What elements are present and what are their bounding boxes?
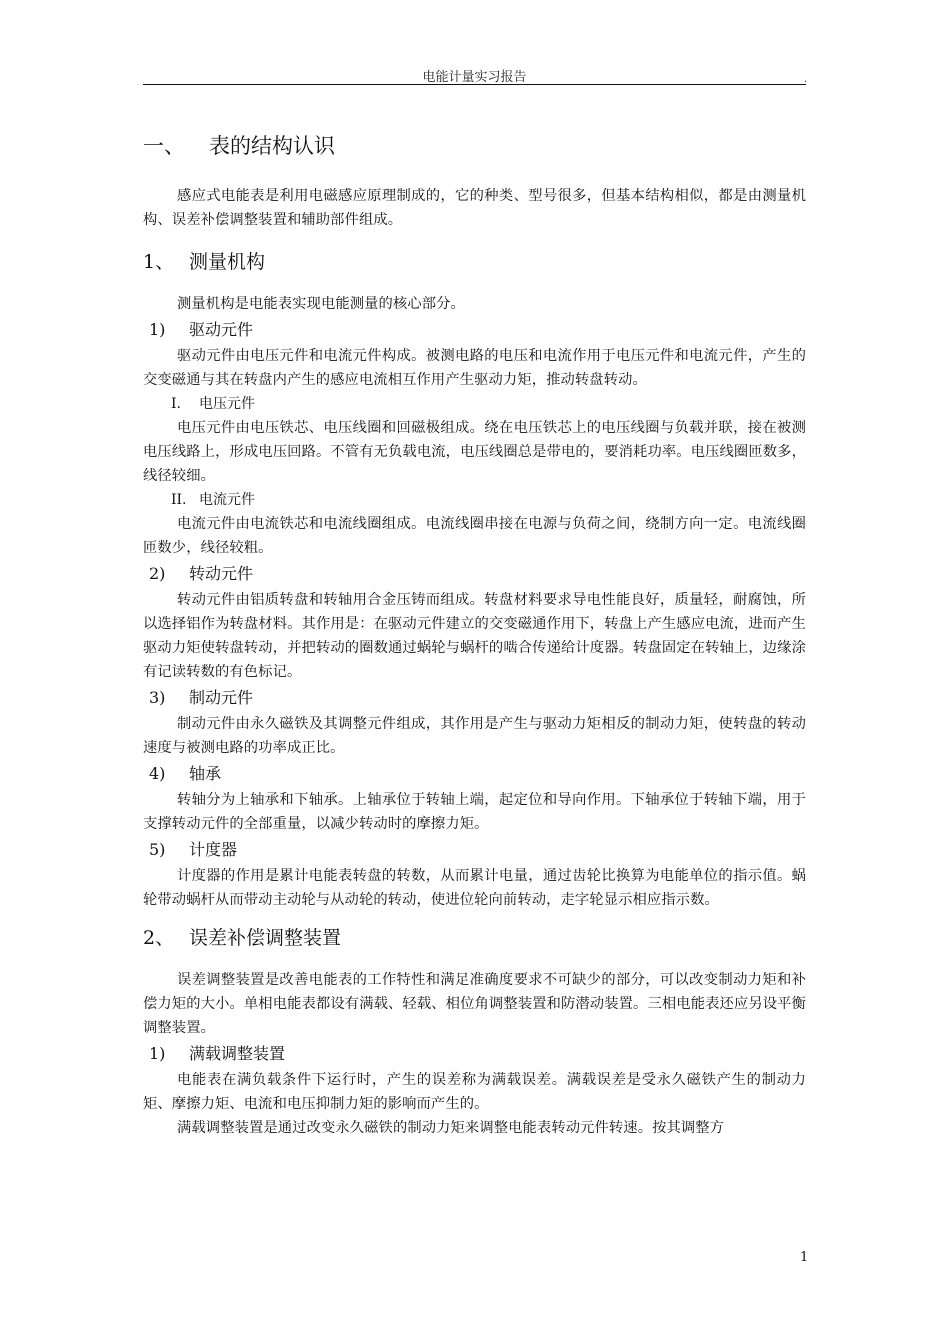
subitem-heading-current <box>143 488 806 512</box>
item-number: 1) <box>149 320 166 339</box>
subitem-number: II. <box>171 492 187 508</box>
item-number: 3) <box>149 688 166 707</box>
paragraph-full-load-adjust: 满载调整装置是通过改变永久磁铁的制动力矩来调整电能表转动元件转速。按其调整方 <box>177 1120 725 1136</box>
item-text-braking: 制动元件由永久磁铁及其调整元件组成，其作用是产生与驱动力矩相反的制动力矩，使转盘的转动速度与被测电路的功率成正比。 <box>143 716 806 756</box>
header-mark: . <box>804 74 808 85</box>
section-title: 表的结构认识 <box>209 134 335 158</box>
subitem-title: 电压元件 <box>199 396 255 412</box>
subsection-intro: 误差调整装置是改善电能表的工作特性和满足准确度要求不可缺少的部分，可以改变制动力矩和补偿力矩的大小。单相电能表都设有满载、轻载、相位角调整装置和防潜动装置。三相电能表还应另设平衡调整装置。 <box>143 972 806 1036</box>
item-heading-drive <box>143 316 806 344</box>
subitem-text-voltage: 电压元件由电压铁芯、电压线圈和回磁极组成。绕在电压铁芯上的电压线圈与负载并联，接在被测电压线路上，形成电压回路。不管有无负载电流，电压线圈总是带电的，要消耗功率。电压线圈匝数多，线径较细。 <box>143 420 806 484</box>
item-title: 计度器 <box>189 840 238 859</box>
subsection-heading-error-compensation <box>143 920 806 956</box>
subitem-heading-voltage <box>143 392 806 416</box>
item-heading-register <box>143 836 806 864</box>
item-text-rotating: 转动元件由铝质转盘和转轴用合金压铸而组成。转盘材料要求导电性能良好，质量轻，耐腐蚀，所以选择铝作为转盘材料。其作用是：在驱动元件建立的交变磁通作用下，转盘上产生感应电流，进而产生驱动力矩使转盘转动，并把转动的圈数通过蜗轮与蜗杆的啮合传递给计度器。转盘固定在转轴上，边缘涂有记读转数的有色标记。 <box>143 592 806 680</box>
document-body <box>143 126 806 1140</box>
item-title: 满载调整装置 <box>189 1044 286 1063</box>
subitem-text-current: 电流元件由电流铁芯和电流线圈组成。电流线圈串接在电源与负荷之间，绕制方向一定。电流线圈匝数少，线径较粗。 <box>143 516 806 556</box>
subsection-heading-measuring <box>143 244 806 280</box>
item-heading-full-load <box>143 1040 806 1068</box>
page-number: 1 <box>800 1250 809 1265</box>
item-title: 轴承 <box>189 764 222 783</box>
section-number: 一、 <box>143 134 185 158</box>
subsection-intro: 测量机构是电能表实现电能测量的核心部分。 <box>177 296 465 312</box>
item-text-drive: 驱动元件由电压元件和电流元件构成。被测电路的电压和电流作用于电压元件和电流元件，产生的交变磁通与其在转盘内产生的感应电流相互作用产生驱动力矩，推动转盘转动。 <box>143 348 806 388</box>
item-number: 5) <box>149 840 166 859</box>
subitem-number: I. <box>171 396 181 412</box>
header-rule <box>143 84 806 85</box>
item-heading-rotating <box>143 560 806 588</box>
item-title: 制动元件 <box>189 688 254 707</box>
subsection-number: 1、 <box>143 251 175 273</box>
item-title: 驱动元件 <box>189 320 254 339</box>
item-number: 1) <box>149 1044 166 1063</box>
item-heading-bearing <box>143 760 806 788</box>
item-number: 4) <box>149 764 166 783</box>
item-heading-braking <box>143 684 806 712</box>
section-heading <box>143 126 806 166</box>
subsection-title: 误差补偿调整装置 <box>189 927 342 949</box>
item-text-bearing: 转轴分为上轴承和下轴承。上轴承位于转轴上端，起定位和导向作用。下轴承位于转轴下端，用于支撑转动元件的全部重量，以减少转动时的摩擦力矩。 <box>143 792 806 832</box>
subsection-number: 2、 <box>143 927 175 949</box>
subitem-title: 电流元件 <box>199 492 255 508</box>
header-title: 电能计量实习报告 <box>422 70 527 85</box>
subsection-title: 测量机构 <box>189 251 266 273</box>
item-number: 2) <box>149 564 166 583</box>
section-intro: 感应式电能表是利用电磁感应原理制成的，它的种类、型号很多，但基本结构相似，都是由测量机构、误差补偿调整装置和辅助部件组成。 <box>143 188 806 228</box>
item-text-register: 计度器的作用是累计电能表转盘的转数，从而累计电量，通过齿轮比换算为电能单位的指示值。蜗轮带动蜗杆从而带动主动轮与从动轮的转动，使进位轮向前转动，走字轮显示相应指示数。 <box>143 868 806 908</box>
paragraph-full-load-error: 电能表在满负载条件下运行时，产生的误差称为满载误差。满载误差是受永久磁铁产生的制动力矩、摩擦力矩、电流和电压抑制力矩的影响而产生的。 <box>143 1072 806 1112</box>
item-title: 转动元件 <box>189 564 254 583</box>
